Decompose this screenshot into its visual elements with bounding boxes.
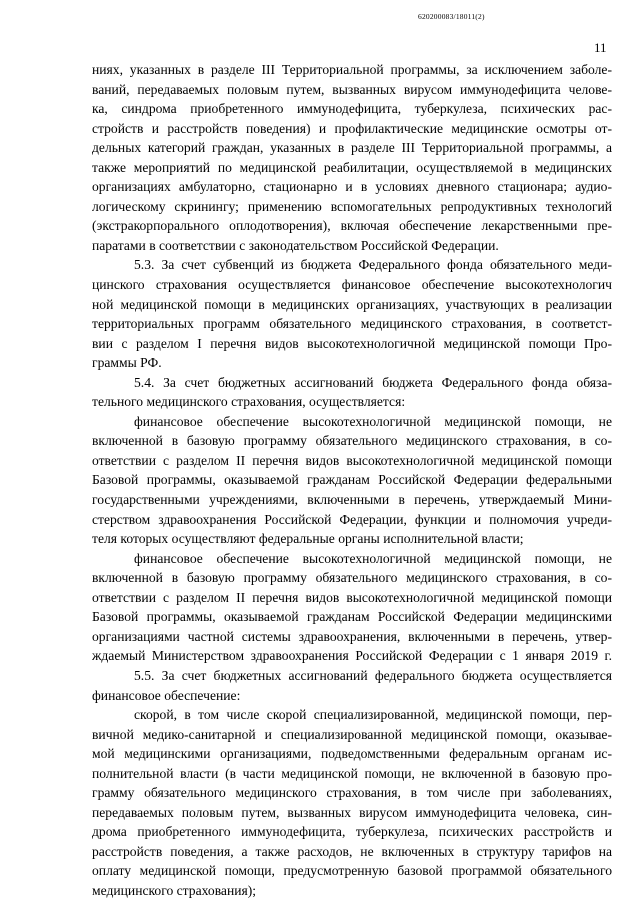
text-line: включенной в базовую программу обязательного медицинского страхования, в со- (92, 570, 612, 586)
text-line: дельных категорий граждан, указанных в разделе III Территориальной программы, а (92, 140, 612, 156)
text-line: вии с разделом I перечня видов высокотехнологичной медицинской помощи Про- (92, 335, 612, 351)
text-line: логическому скринингу; применению вспомогательных репродуктивных технологий (92, 198, 612, 214)
text-line: стройств и расстройств поведения) и профилактические медицинские осмотры от- (92, 120, 612, 136)
text-line: территориальных программ обязательного медицинского страхования, в соответст- (92, 316, 612, 332)
text-line: ной медицинской помощи в медицинских организациях, участвующих в реализации (92, 296, 612, 312)
text-line: дрома приобретенного иммунодефицита, туберкулеза, психических расстройств и (92, 824, 612, 840)
page-number: 11 (594, 40, 607, 55)
text-line: медицинского страхования); (92, 882, 257, 898)
text-line: расстройств поведения, а также расходов, не включенных в структуру тарифов на (92, 843, 612, 859)
text-line: включенной в базовую программу обязательного медицинского страхования, в со- (92, 433, 612, 449)
text-line: финансовое обеспечение высокотехнологичной медицинской помощи, не (134, 413, 612, 429)
text-line: финансовое обеспечение: (92, 687, 241, 703)
text-line: цинского страхования осуществляется финансовое обеспечение высокотехнологич (92, 277, 612, 293)
text-line: Базовой программы, оказываемой гражданам Российской Федерации медицинскими (92, 609, 612, 625)
text-line: ка, синдрома приобретенного иммунодефицита, туберкулеза, психических рас- (92, 101, 612, 117)
text-line: полнительной власти (в части медицинской помощи, не включенной в базовую про- (92, 765, 612, 781)
text-line: ниях, указанных в разделе III Территориальной программы, за исключением заболе- (92, 62, 612, 77)
text-line: тельного медицинского страхования, осуществляется: (92, 394, 406, 410)
text-line: государственными учреждениями, включенными в перечень, утверждаемый Мини- (92, 492, 612, 508)
text-line: вичной медико-санитарной и специализированной медицинской помощи, оказывае- (92, 726, 612, 742)
text-line: скорой, в том числе скорой специализированной, медицинской помощи, пер- (134, 707, 612, 723)
text-line: оплату медицинской помощи, предусмотренную базовой программой обязательного (92, 863, 612, 879)
document-id: 620200083/18011(2) (418, 12, 485, 21)
text-line: передаваемых половым путем, вызванных вирусом иммунодефицита человека, син- (92, 804, 612, 820)
text-line: ждаемый Министерством здравоохранения Российской Федерации с 1 января 2019 г. (92, 648, 612, 664)
text-line: ответствии с разделом II перечня видов высокотехнологичной медицинской помощи (92, 589, 612, 605)
text-line: финансовое обеспечение высокотехнологичной медицинской помощи, не (134, 550, 612, 566)
text-line: Базовой программы, оказываемой гражданам Российской Федерации федеральными (92, 472, 612, 488)
text-line: также мероприятий по медицинской реабилитации, осуществляемой в медицинских (92, 159, 612, 175)
text-line: стерством здравоохранения Российской Федерации, функции и полномочия учреди- (92, 511, 612, 527)
text-line: теля которых осуществляют федеральные органы исполнительной власти; (92, 531, 524, 547)
text-line: паратами в соответствии с законодательством Российской Федерации. (92, 237, 499, 253)
text-line: (экстракорпорального оплодотворения), включая обеспечение лекарственными пре- (92, 218, 612, 234)
text-line: грамму обязательного медицинского страхования, в том числе при заболеваниях, (92, 785, 612, 801)
text-line: ваний, передаваемых половым путем, вызванных вирусом иммунодефицита челове- (92, 81, 612, 97)
text-line: граммы РФ. (92, 355, 162, 371)
text-line: 5.4. За счет бюджетных ассигнований бюджета Федерального фонда обяза- (134, 374, 612, 390)
text-line: организациях амбулаторно, стационарно и в условиях дневного стационара; аудио- (92, 179, 612, 195)
text-line: 5.3. За счет субвенций из бюджета Федерального фонда обязательного меди- (134, 257, 612, 273)
text-line: организациями частной системы здравоохранения, включенными в перечень, утвер- (92, 628, 612, 644)
document-body (92, 60, 612, 901)
text-line: 5.5. За счет бюджетных ассигнований федерального бюджета осуществляется (134, 667, 612, 683)
text-line: ответствии с разделом II перечня видов высокотехнологичной медицинской помощи (92, 452, 612, 468)
text-line: мой медицинскими организациями, подведомственными федеральным органам ис- (92, 746, 612, 762)
